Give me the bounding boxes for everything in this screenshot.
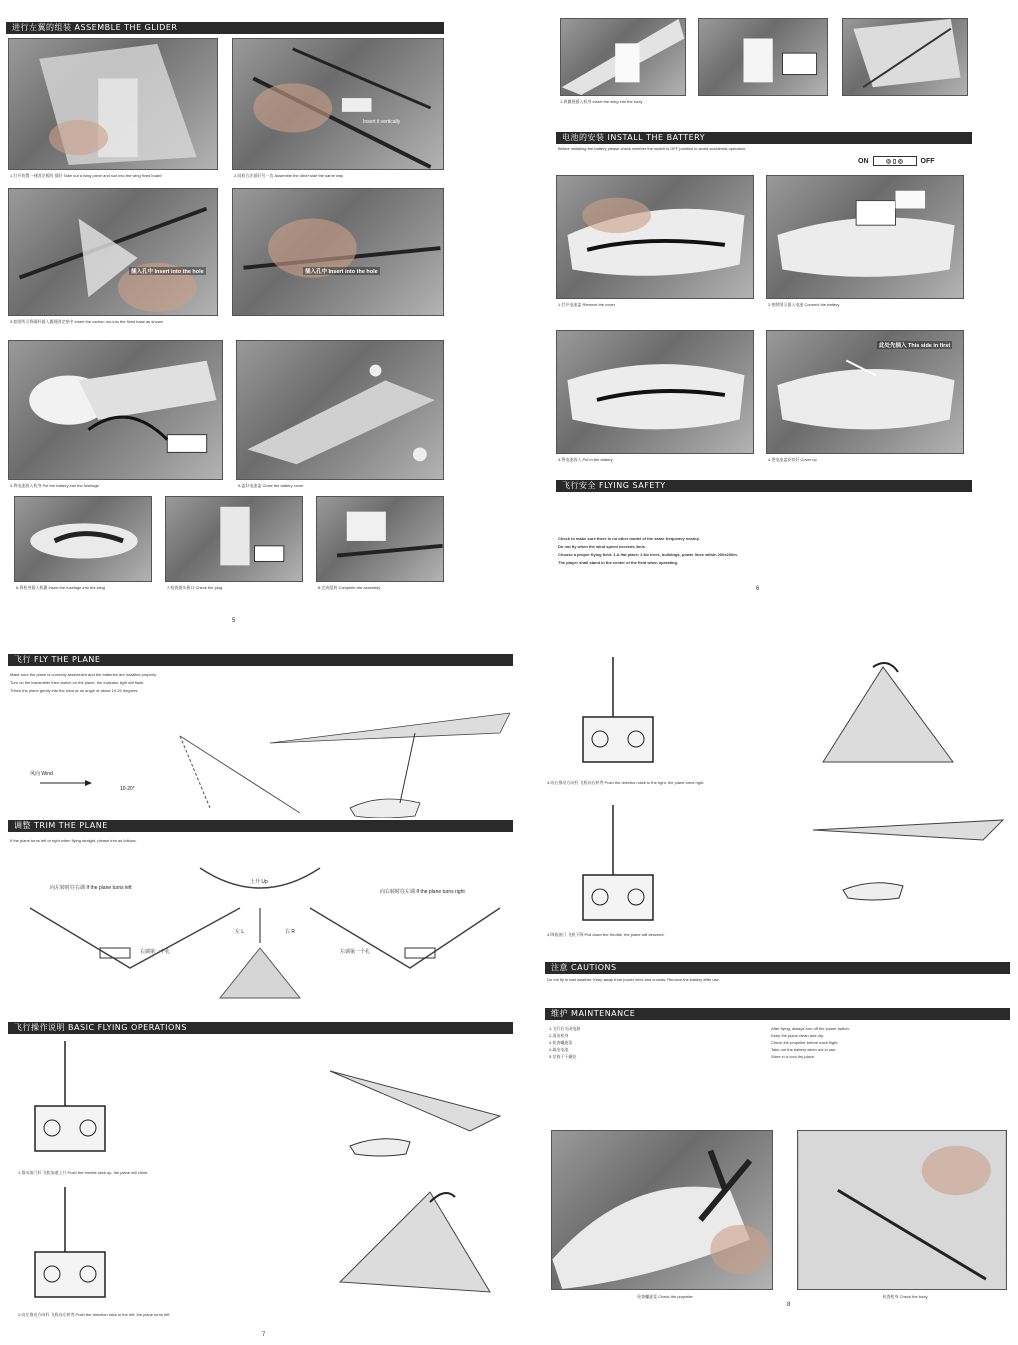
install-battery-text: Before installing the battery please check whether the switch is OFF position to avoid accidental operation. (558, 146, 747, 151)
caption-1: 1.打开装置一到固定板的 插好 Take out a wing piece and slot into the wing fixed board (10, 173, 162, 178)
trim-text: If the plane turns left or right when flying straight, please trim as follows. (10, 838, 137, 843)
page-number-7: 7 (262, 1332, 266, 1338)
fly-line-2: Turn on the transmitter then switch on the plane, the indicator light will flash. (10, 680, 145, 685)
turn-right-diagram (543, 652, 1013, 777)
battery-photo-4 (766, 330, 964, 454)
maint-left-5: 5.存放于干燥处 (549, 1054, 577, 1059)
assembly-photo-1 (8, 38, 218, 170)
caption-3: 3.如图所示将碳杆插入翼展固定座中 Insert the carbon rod into the fixed base as shown (10, 319, 163, 324)
turn-left-diagram (10, 1182, 510, 1307)
insert-hole-label-2: 插入孔中 Insert into the hole (305, 269, 378, 275)
trim-left-turn-label: 向左转时往右调 If the plane turns left (50, 885, 132, 891)
install-photo-a (560, 18, 686, 96)
manual-page-6 (518, 0, 1018, 630)
cautions-header: 注意 CAUTIONS (545, 962, 1010, 974)
manual-page-5 (0, 0, 500, 630)
power-switch-diagram (858, 156, 935, 166)
safety-line-4: The player shall stand in the center of the field when operating. (558, 560, 679, 565)
battery-caption-4: 4.把电池盖安装好 Cover up (768, 457, 817, 462)
insert-hole-label-1: 插入孔中 Insert into the hole (131, 269, 204, 275)
trim-hole1-label: 右调第一个孔 (140, 949, 171, 955)
page-number-8: 8 (787, 1302, 791, 1308)
fly-the-plane-header: 飞行 FLY THE PLANE (8, 654, 513, 666)
trim-left-label: 左 L (235, 929, 245, 935)
caption-2: 2.同样方法插好另一边 Assemble the other side the same way (234, 173, 344, 178)
maintenance-photo-2 (797, 1130, 1007, 1290)
maintenance-photo-1 (551, 1130, 773, 1290)
caption-7: 7.检查插头接口 Check the plug (167, 585, 223, 590)
maint-right-3: Check the propeller before each flight. (771, 1040, 839, 1045)
assembly-photo-3 (8, 188, 218, 316)
assembly-photo-4 (232, 188, 444, 316)
install-caption-top: 1.将翼展插入机身 Insert the wing into the body (560, 99, 643, 104)
battery-caption-3: 3.将电池放入 Put in the battery (558, 457, 613, 462)
trim-the-plane-header: 调整 TRIM THE PLANE (8, 820, 513, 832)
maint-right-4: Take out the battery when not in use. (771, 1047, 837, 1052)
basic-caption-a: 1.推动油门杆 飞机加速上升 Push the throttle stick up, the plane will climb. (18, 1170, 149, 1175)
battery-caption-2: 2.按照图示插入电池 Connect the battery (768, 302, 840, 307)
battery-caption-1: 1.打开电池盖 Remove the cover (558, 302, 615, 307)
manual-page-8 (535, 640, 1018, 1345)
assembly-photo-9 (316, 496, 444, 582)
maint-right-1: After flying, always turn off the power switch. (771, 1026, 850, 1031)
page-number-6: 6 (756, 586, 760, 592)
maint-left-1: 1.飞行后关闭电源 (549, 1026, 581, 1031)
maint-left-2: 2.清洁机身 (549, 1033, 569, 1038)
safety-line-1: Check to make sure there is no other model of the same frequency nearby. (558, 536, 700, 541)
maint-left-4: 4.取出电池 (549, 1047, 569, 1052)
switch-graphic: ◎ ▯ ◎ (873, 156, 917, 166)
page-number-5: 5 (232, 618, 236, 624)
maint-right-2: Keep the plane clean and dry. (771, 1033, 824, 1038)
caption-4: 4.将电池放入机身 Put the battery into the fuselage (10, 483, 99, 488)
battery-photo-3 (556, 330, 754, 454)
basic-flying-header: 飞行操作说明 BASIC FLYING OPERATIONS (8, 1022, 513, 1034)
maintenance-caption-1: 检查螺旋桨 Check the propeller (637, 1294, 693, 1299)
caption-5: 5.盖好电池盖 Close the battery cover (238, 483, 304, 488)
battery-photo-1 (556, 175, 754, 299)
manual-page-7 (0, 640, 525, 1345)
assembly-photo-5 (8, 340, 223, 480)
caption-8: 8.完成组装 Complete the assembly (318, 585, 381, 590)
throttle-diagram (10, 1036, 510, 1166)
assembly-photo-6 (236, 340, 444, 480)
maint-right-5: Store in a cool dry place. (771, 1054, 816, 1059)
trim-right-turn-label: 向右转时往左调 If the plane turns right (380, 889, 465, 895)
switch-off-label: OFF (920, 157, 935, 165)
descend-diagram (543, 800, 1013, 930)
fly-line-3: Throw the plane gently into the wind at an angle of about 10-20 degrees. (10, 688, 139, 693)
turn-right-caption: 3.向右推动方向杆 飞机向右转弯 Push the direction stick to the right, the plane turns right. (547, 780, 705, 785)
launch-angle-label: 10-20° (120, 786, 135, 792)
fly-line-1: Make sure the plane is correctly assembled and the batteries are installed properly. (10, 672, 157, 677)
trim-up-label: 上升 Up (250, 879, 268, 885)
assembly-photo-7 (14, 496, 152, 582)
battery-photo-2 (766, 175, 964, 299)
caption-6: 6.将机身插入机翼 Insert the fuselage into the wing (16, 585, 105, 590)
trim-right-label: 右 R (285, 929, 296, 935)
safety-line-3: Choose a proper flying field: 1.A flat place; 2.No trees, buildings, power lines within 200x200m. (558, 552, 738, 557)
assembly-photo-8 (165, 496, 303, 582)
assembly-photo-2 (232, 38, 444, 170)
descend-caption: 4.降低油门 飞机下降 Pull down the throttle, the plane will descend. (547, 932, 665, 937)
install-photo-c (842, 18, 968, 96)
launch-diagram (20, 708, 510, 818)
maintenance-caption-2: 检查机身 Check the body (882, 1294, 928, 1299)
safety-line-2: Do not fly when the wind speed exceeds 3m/s. (558, 544, 647, 549)
maintenance-header: 维护 MAINTENANCE (545, 1008, 1010, 1020)
assemble-header: 进行左翼的组装 ASSEMBLE THE GLIDER (6, 22, 444, 34)
install-photo-b (698, 18, 828, 96)
wind-direction-label: 风向 Wind (30, 771, 53, 777)
maint-left-3: 3.检查螺旋桨 (549, 1040, 573, 1045)
switch-on-label: ON (858, 157, 869, 165)
install-battery-header: 电池的安装 INSTALL THE BATTERY (556, 132, 972, 144)
slide-in-label: 此处先插入 This side in first (879, 343, 951, 349)
trim-hole2-label: 左调第一个孔 (340, 949, 371, 955)
flying-safety-header: 飞行安全 FLYING SAFETY (556, 480, 972, 492)
basic-caption-b: 2.向左推动方向杆 飞机向左转弯 Push the direction stick to the left, the plane turns left. (18, 1312, 171, 1317)
insert-vertical-label: Insert it vertically (363, 119, 401, 125)
cautions-text: Do not fly in bad weather. Keep away from power lines and crowds. Remove the battery after use. (547, 977, 720, 982)
trim-diagram (10, 848, 510, 1008)
